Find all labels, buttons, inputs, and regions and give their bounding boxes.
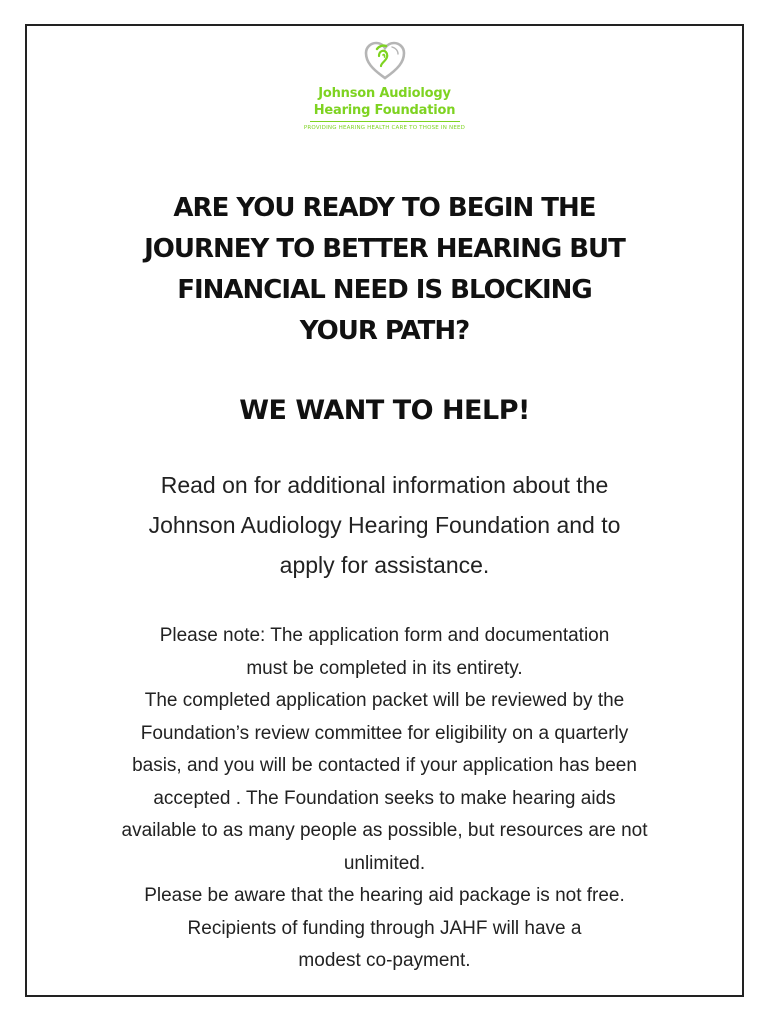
intro-line: Read on for additional information about the: [160, 472, 609, 498]
headline-line: YOUR PATH?: [299, 316, 470, 346]
notes-line: must be completed in its entirety.: [246, 657, 523, 679]
logo-name-line-1: Johnson Audiology: [318, 86, 451, 101]
headline-line: ARE YOU READY TO BEGIN THE: [173, 193, 596, 223]
document-page: [25, 24, 744, 997]
headline: [27, 188, 742, 352]
notes-line: Please be aware that the hearing aid package is not free.: [144, 885, 625, 906]
notes-line: Please note: The application form and documentation: [159, 625, 610, 646]
notes-line: The completed application packet will be reviewed by the: [144, 690, 625, 711]
headline-line: FINANCIAL NEED IS BLOCKING: [177, 275, 592, 305]
notes-line: accepted . The Foundation seeks to make hearing aids: [153, 787, 616, 809]
headline-line: JOURNEY TO BETTER HEARING BUT: [144, 234, 625, 264]
notes-line: modest co-payment.: [298, 950, 471, 971]
subhead: WE WANT TO HELP!: [239, 395, 530, 426]
logo-name-line-2: Hearing Foundation: [313, 103, 456, 118]
notes-paragraph: [27, 620, 742, 978]
notes-line: Recipients of funding through JAHF will have a: [187, 917, 582, 939]
notes-line: Foundation’s review committee for eligibility on a quarterly: [140, 722, 629, 744]
notes-line: available to as many people as possible, but resources are not: [121, 820, 648, 841]
notes-line: basis, and you will be contacted if your application has been: [132, 755, 637, 776]
logo-divider: [310, 121, 460, 122]
logo-tagline: PROVIDING HEARING HEALTH CARE TO THOSE IN NEED: [303, 125, 466, 131]
intro-line: Johnson Audiology Hearing Foundation and to: [148, 512, 621, 538]
heart-ear-icon: [362, 38, 408, 84]
intro-line: apply for assistance.: [279, 552, 490, 578]
notes-line: unlimited.: [343, 852, 426, 874]
foundation-logo: [27, 38, 742, 132]
intro-paragraph: [27, 465, 742, 585]
